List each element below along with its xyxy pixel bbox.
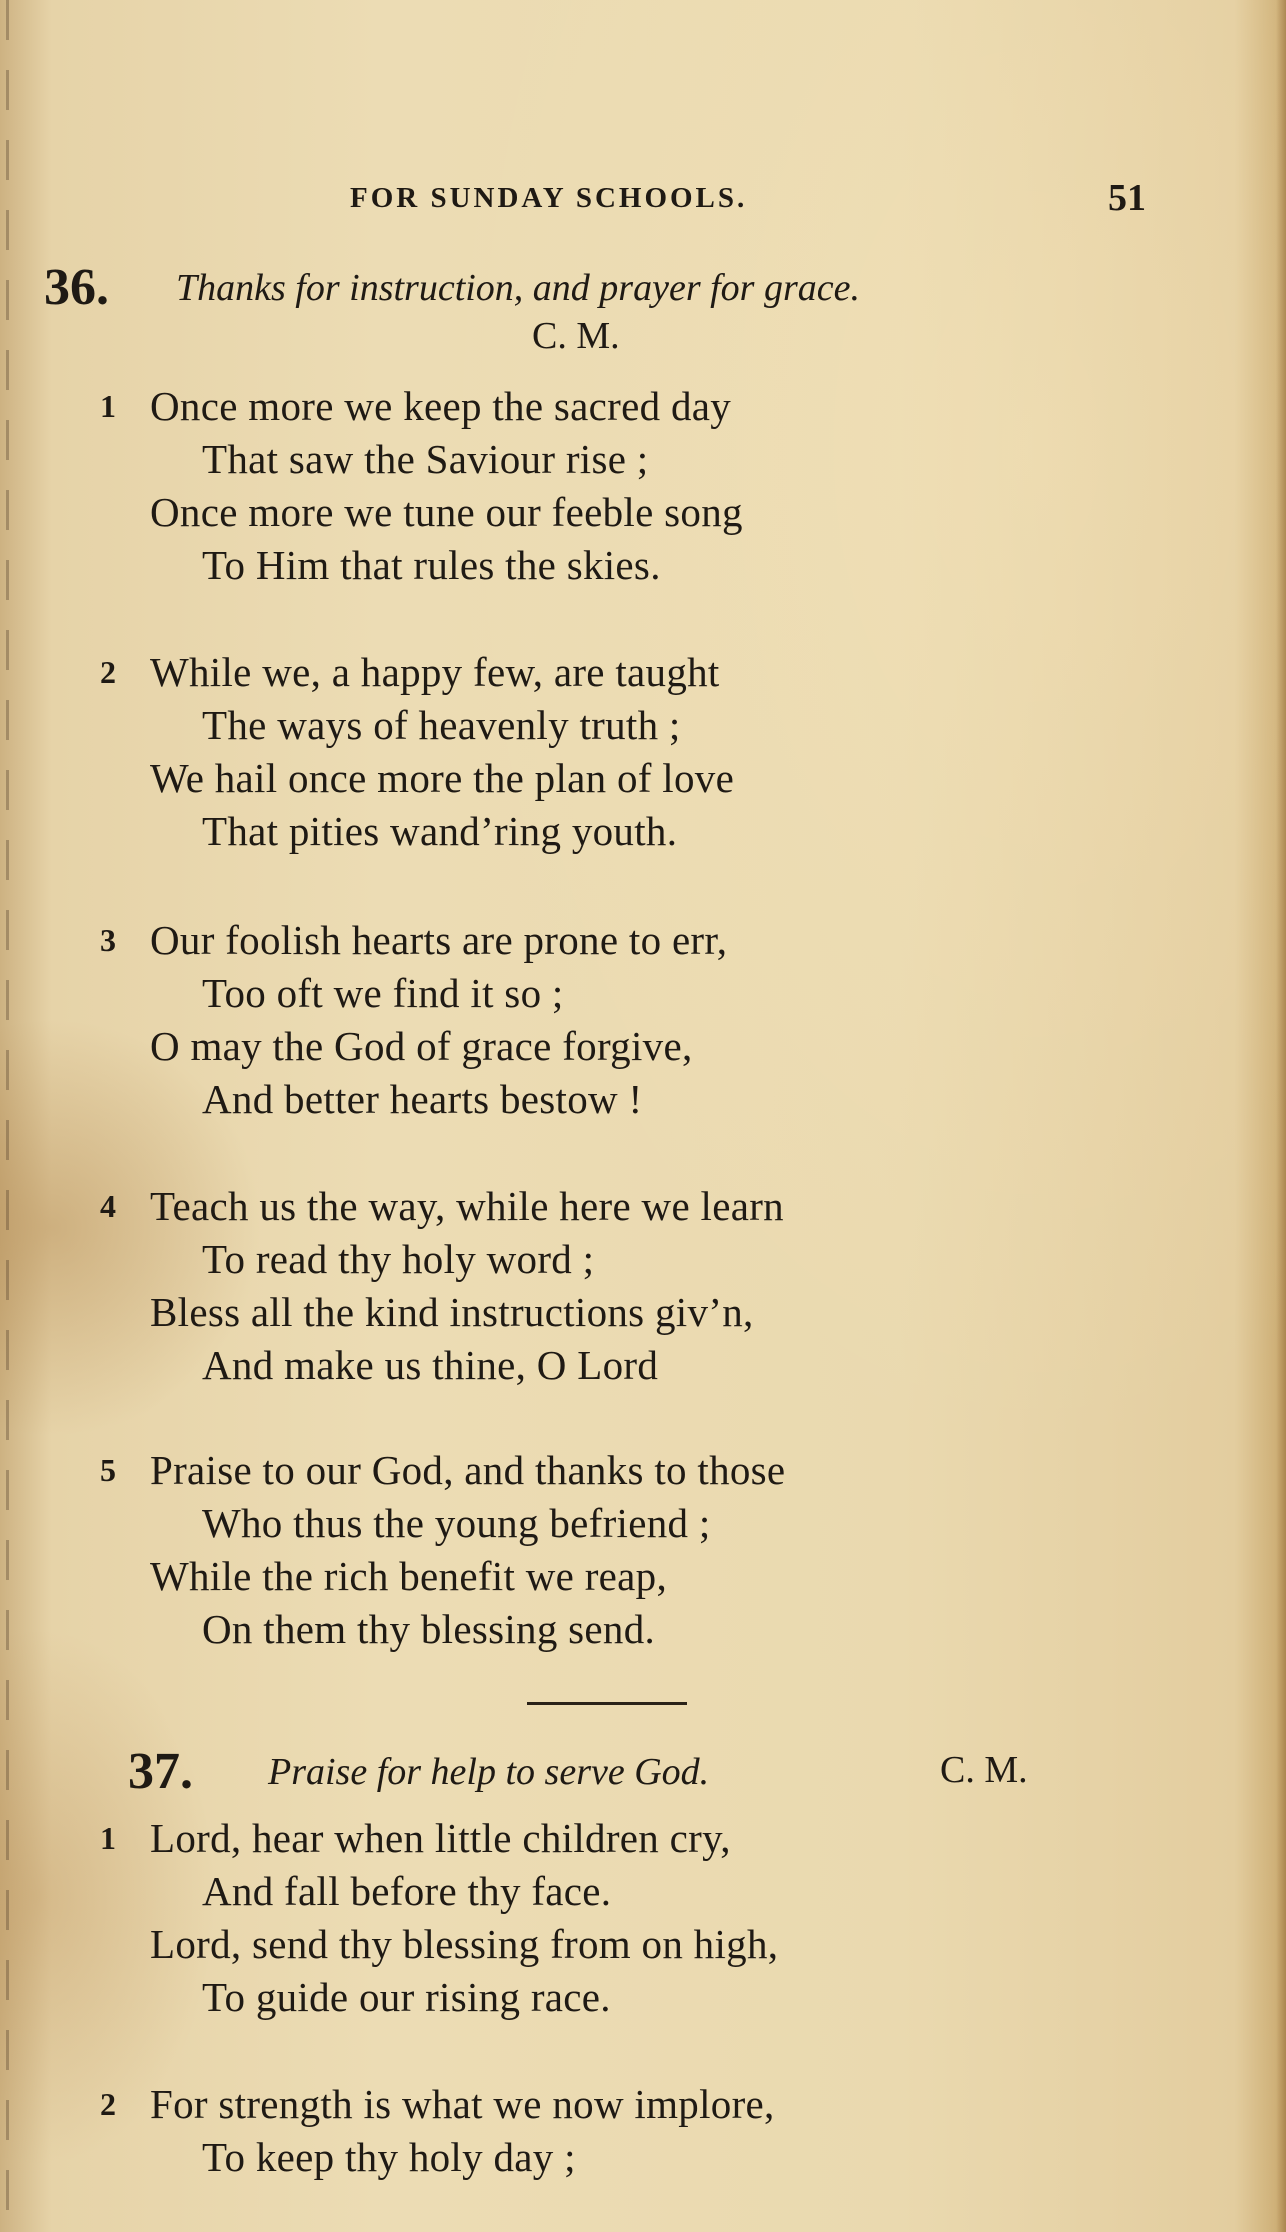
stanza-number: 2	[100, 2086, 116, 2122]
verse-line: While the rich benefit we reap,	[150, 1553, 667, 1599]
hymn-meter: C. M.	[532, 315, 620, 357]
stanza-number: 3	[100, 922, 116, 958]
verse-line: Who thus the young befriend ;	[202, 1500, 711, 1546]
stanza-number: 5	[100, 1452, 116, 1488]
verse-line: To guide our rising race.	[202, 1974, 611, 2020]
verse-line: Praise to our God, and thanks to those	[150, 1447, 786, 1493]
verse-line: To read thy holy word ;	[202, 1236, 595, 1282]
page-number: 51	[1108, 177, 1146, 219]
verse-line: Once more we keep the sacred day	[150, 383, 732, 429]
running-head	[0, 177, 1286, 222]
stanza-number: 1	[100, 388, 116, 424]
verse-line: To keep thy holy day ;	[202, 2134, 576, 2180]
verse-line: O may the God of grace forgive,	[150, 1023, 693, 1069]
verse-line: Once more we tune our feeble song	[150, 489, 743, 535]
section-divider	[527, 1702, 687, 1705]
verse-line: While we, a happy few, are taught	[150, 649, 720, 695]
hymn-title: Praise for help to serve God.	[268, 1751, 710, 1793]
verse-line: Too oft we find it so ;	[202, 970, 564, 1016]
verse-line: Bless all the kind instructions giv’n,	[150, 1289, 754, 1335]
stanza-number: 2	[100, 654, 116, 690]
verse-line: For strength is what we now implore,	[150, 2081, 775, 2127]
hymn-36-heading	[0, 258, 1286, 318]
hymn-number: 36.	[44, 259, 109, 316]
verse-line: And fall before thy face.	[202, 1868, 612, 1914]
verse-line: The ways of heavenly truth ;	[202, 702, 681, 748]
verse-line: Lord, hear when little children cry,	[150, 1815, 731, 1861]
hymn-title: Thanks for instruction, and prayer for grace.	[176, 267, 860, 309]
verse-line: And better hearts bestow !	[202, 1076, 643, 1122]
verse-line: To Him that rules the skies.	[202, 542, 661, 588]
stanza-number: 4	[100, 1188, 116, 1224]
hymn-number: 37.	[128, 1743, 193, 1800]
verse-line: On them thy blessing send.	[202, 1606, 656, 1652]
verse-line: Teach us the way, while here we learn	[150, 1183, 784, 1229]
verse-line: That saw the Saviour rise ;	[202, 436, 649, 482]
hymn-37-heading	[0, 1742, 1286, 1802]
verse-line: That pities wand’ring youth.	[202, 808, 678, 854]
stanza-number: 1	[100, 1820, 116, 1856]
verse-line: Lord, send thy blessing from on high,	[150, 1921, 779, 1967]
page-edge-shadow	[6, 0, 9, 2232]
hymn-meter: C. M.	[940, 1749, 1028, 1791]
verse-line: We hail once more the plan of love	[150, 755, 735, 801]
running-title: FOR SUNDAY SCHOOLS.	[350, 182, 748, 214]
verse-line: And make us thine, O Lord	[202, 1342, 659, 1388]
verse-line: Our foolish hearts are prone to err,	[150, 917, 728, 963]
page-edge-right	[1276, 0, 1286, 2232]
